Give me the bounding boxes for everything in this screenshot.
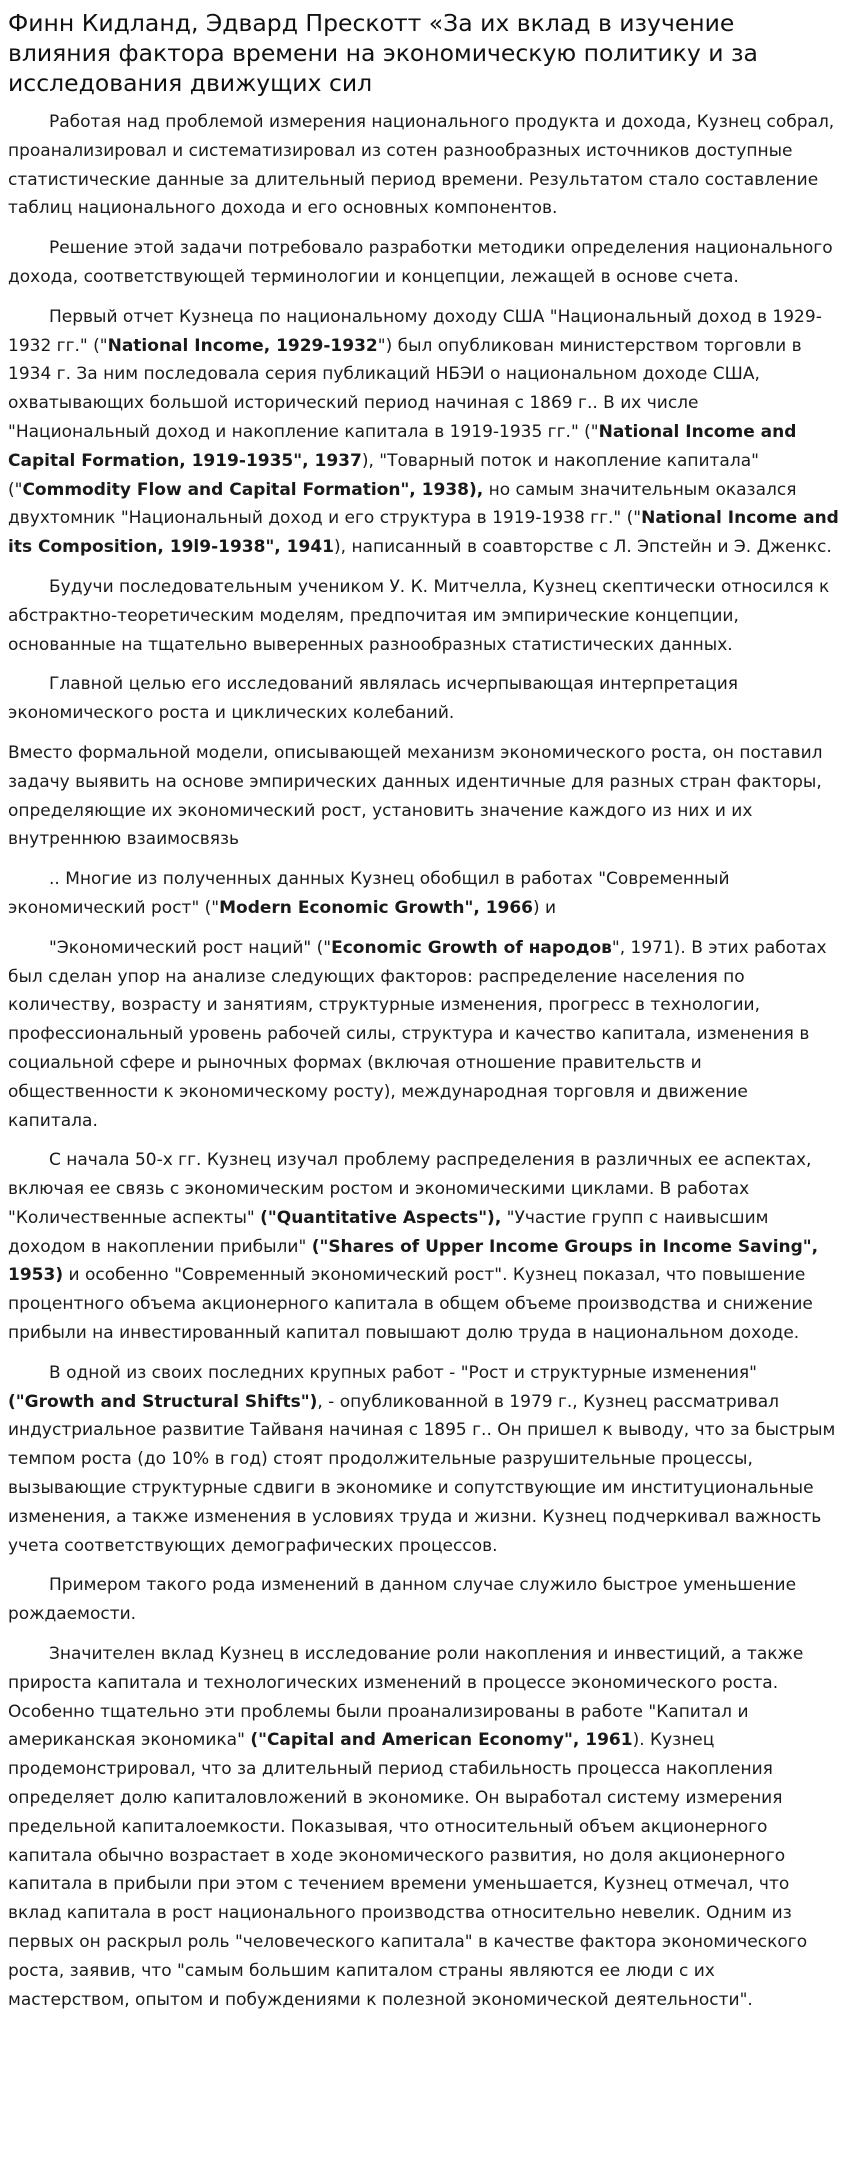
bold-text-span: Modern Economic Growth", 1966 xyxy=(219,897,534,918)
text-span: ), "Товарный поток и накопление капитала" (" xyxy=(8,450,759,500)
text-span: Главной целью его исследований являлась исчерпывающая интерпретация экономического роста и циклических колебаний. xyxy=(8,674,739,724)
paragraph xyxy=(8,234,839,292)
bold-text-span: ("Capital and American Economy", 1961 xyxy=(250,1730,633,1751)
bold-text-span: ("Growth and Structural Shifts") xyxy=(8,1391,318,1412)
bold-text-span: Economic Growth of народов xyxy=(331,937,612,958)
text-span: Будучи последовательным учеником У. К. Митчелла, Кузнец скептически относился к абстрактно-теоретическим моделям, предпочитая им эмпирические концепции, основанные на тщательно выверенных разнообразных статистических данных. xyxy=(8,576,830,655)
text-span: Решение этой задачи потребовало разработки методики определения национального дохода, соответствующей терминологии и концепции, лежащей в основе счета. xyxy=(8,238,833,287)
bold-text-span: National Income and Capital Formation, 1919-1935", 1937 xyxy=(8,421,797,471)
text-span: ) и xyxy=(533,897,557,918)
text-span: Первый отчет Кузнеца по национальному доходу США "Национальный доход в 1929-1932 гг." (" xyxy=(8,306,822,356)
bold-text-span: Commodity Flow and Capital Formation", 1938), xyxy=(22,479,484,500)
text-span: и особенно "Современный экономический рост". Кузнец показал, что повышение процентного объема акционерного капитала в общем объеме производства и снижение прибыли на инвестированный капитал повышают долю труда в национальном доходе. xyxy=(8,1265,813,1344)
paragraph xyxy=(8,1359,839,1561)
bold-text-span: National Income and its Composition, 19l9-1938", 1941 xyxy=(8,508,839,558)
text-span: Примером такого рода изменений в данном случае служило быстрое уменьшение рождаемости. xyxy=(8,1575,797,1625)
bold-text-span: ("Shares of Upper Income Groups in Income Saving", 1953) xyxy=(8,1236,819,1286)
document-body xyxy=(8,108,839,2014)
text-span: ") был опубликован министерством торговли в 1934 г. За ним последовала серия публикаций НБЭИ о национальном доходе США, охватывающих большой исторический период начиная с 1869 г.. В их числе "Национальный доход и накопление капитала в 1919-1935 гг." (" xyxy=(8,335,802,442)
bold-text-span: ("Quantitative Aspects"), xyxy=(260,1207,502,1228)
paragraph xyxy=(8,303,839,562)
text-span: ), написанный в соавторстве с Л. Эпстейн и Э. Дженкс. xyxy=(334,537,832,558)
text-span: С начала 50-х гг. Кузнец изучал проблему распределения в различных ее аспектах, включая ее связь с экономическим ростом и экономическими циклами. В работах "Количественные аспекты" xyxy=(8,1150,812,1228)
text-span: Значителен вклад Кузнец в исследование роли накопления и инвестиций, а также прироста капитала и технологических изменений в процессе экономического роста. Особенно тщательно эти проблемы были проанализированы в работе "Капитал и американская экономика" xyxy=(8,1644,804,1751)
text-span: Работая над проблемой измерения национального продукта и дохода, Кузнец собрал, проанализировал и систематизировал из сотен разнообразных источников доступные статистические данные за длительный период времени. Результатом стало составление таблиц национального дохода и его основных компонентов. xyxy=(8,112,835,219)
paragraph xyxy=(8,573,839,659)
paragraph xyxy=(8,865,839,923)
text-span: ). Кузнец продемонстрировал, что за длительный период стабильность процесса накопления определяет долю капиталовложений в экономике. Он выработал систему измерения предельной капиталоемкости. Показывая, что относительный объем акционерного капитала обычно возрастает в ходе экономического развития, но доля акционерного капитала в прибыли при этом с течением времени уменьшается, Кузнец отмечал, что вклад капитала в рост национального производства относительно невелик. Одним из первых он раскрыл роль "человеческого капитала" в качестве фактора экономического роста, заявив, что "самым большим капиталом страны являются ее люди с их мастерством, опытом и побуждениями к полезной экономической деятельности". xyxy=(8,1730,808,2010)
bold-text-span: National Income, 1929-1932 xyxy=(107,335,378,356)
paragraph xyxy=(8,1146,839,1348)
text-span: ", 1971). В этих работах был сделан упор на анализе следующих факторов: распределение населения по количеству, возрасту и занятиям, структурные изменения, прогресс в технологии, профессиональный уровень рабочей силы, структура и качество капитала, изменения в социальной сфере и рыночных формах (включая отношение правительств и общественности к экономическому росту), международная торговля и движение капитала. xyxy=(8,937,827,1131)
text-span: В одной из своих последних крупных работ - "Рост и структурные изменения" xyxy=(49,1362,757,1383)
text-span: Вместо формальной модели, описывающей механизм экономического роста, он поставил задачу выявить на основе эмпирических данных идентичные для разных стран факторы, определяющие их экономический рост, установить значение каждого из них и их внутреннюю взаимосвязь xyxy=(8,742,823,850)
paragraph xyxy=(8,1640,839,2014)
paragraph xyxy=(8,739,839,854)
text-span: "Экономический рост наций" (" xyxy=(49,937,332,958)
paragraph xyxy=(8,108,839,223)
paragraph xyxy=(8,934,839,1136)
paragraph xyxy=(8,1571,839,1629)
text-span: .. Многие из полученных данных Кузнец обобщил в работах "Современный экономический рост" (" xyxy=(8,869,730,918)
text-span: "Участие групп с наивысшим доходом в накоплении прибыли" xyxy=(8,1207,769,1257)
document-title: Финн Кидланд, Эдвард Прескотт «За их вклад в изучение влияния фактора времени на экономическую политику и за исследования движущих сил xyxy=(8,9,758,97)
paragraph xyxy=(8,670,839,728)
text-span: , - опубликованной в 1979 г., Кузнец рассматривал индустриальное развитие Тайваня начиная с 1895 г.. Он пришел к выводу, что за быстрым темпом роста (до 10% в год) стоят продолжительные разрушительные процессы, вызывающие структурные сдвиги в экономике и сопутствующие им институциональные изменения, а также изменения в условиях труда и жизни. Кузнец подчеркивал важность учета соответствующих демографических процессов. xyxy=(8,1391,836,1556)
text-span: но самым значительным оказался двухтомник "Национальный доход и его структура в 1919-1938 гг." (" xyxy=(8,479,797,529)
